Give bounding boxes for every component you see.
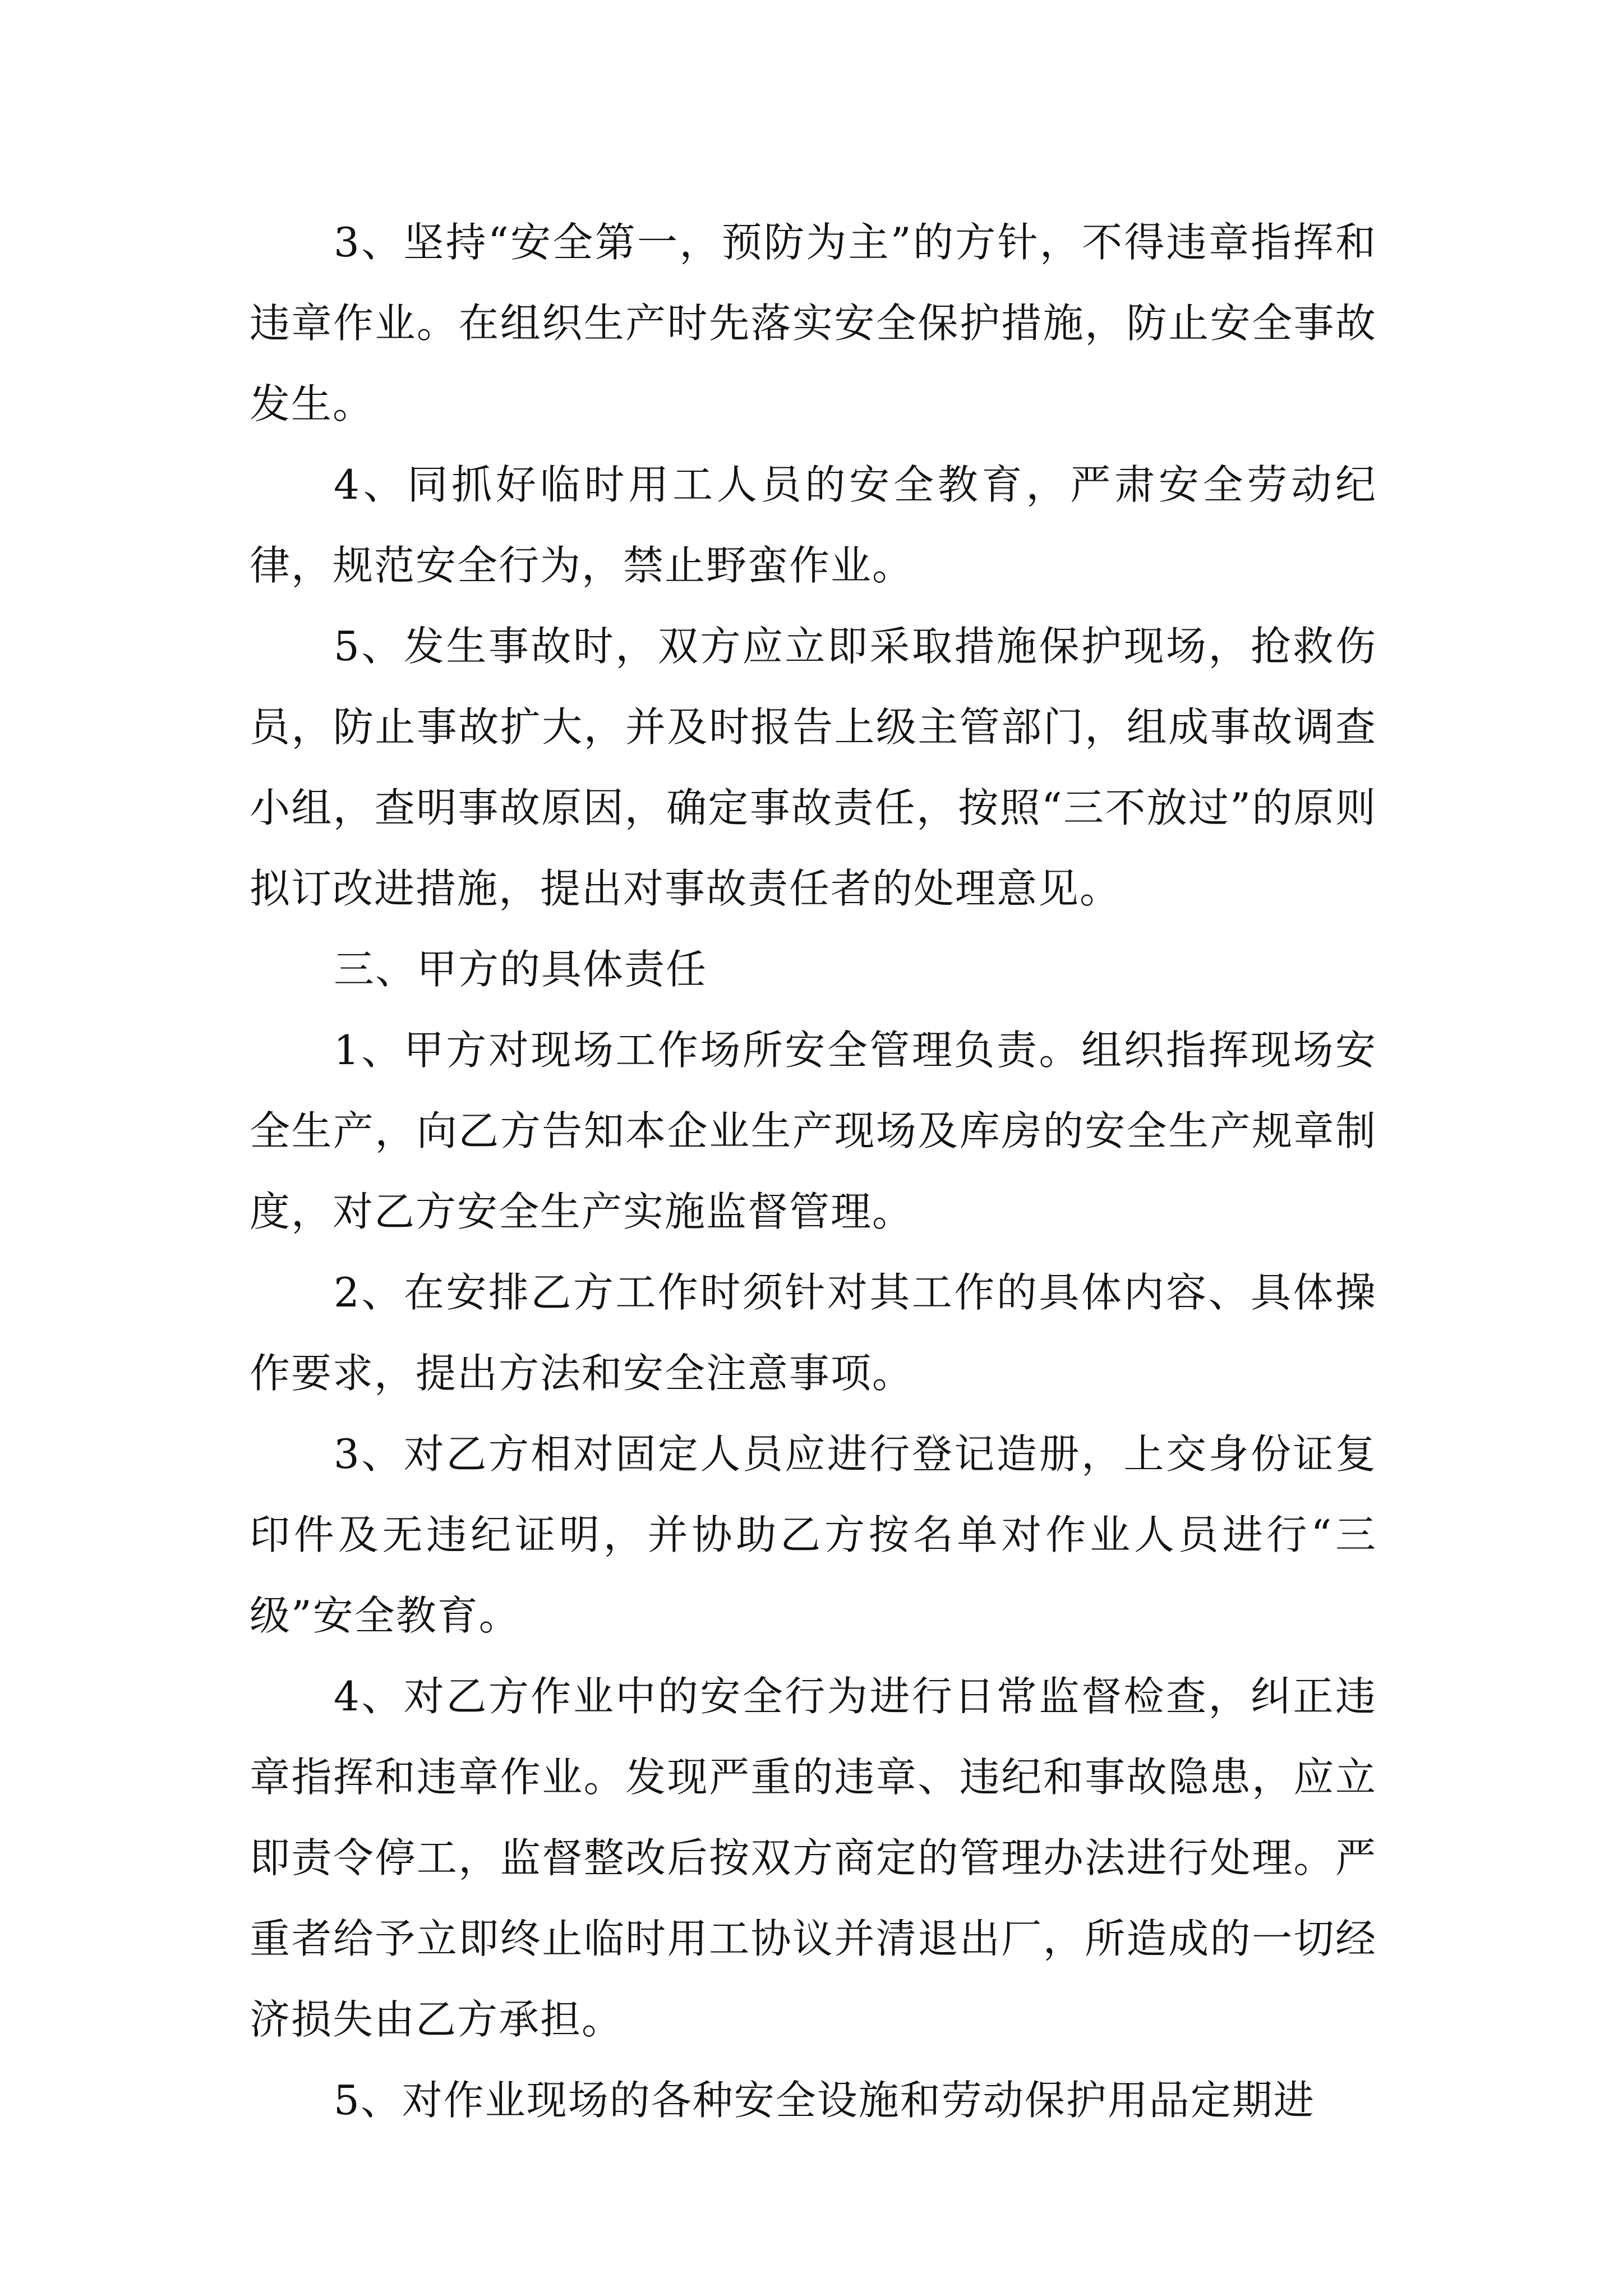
section-heading-party-a-responsibilities: 三、甲方的具体责任 bbox=[334, 946, 708, 993]
paragraph-party-a-item-1: 1、甲方对现场工作场所安全管理负责。组织指挥现场安全生产，向乙方告知本企业生产现场及库房的安全生产规章制度，对乙方安全生产实施监督管理。 bbox=[250, 1027, 1377, 1235]
paragraph-party-a-item-2: 2、在安排乙方工作时须针对其工作的具体内容、具体操作要求，提出方法和安全注意事项。 bbox=[250, 1269, 1377, 1397]
paragraph-item-5-accident-response: 5、发生事故时，双方应立即采取措施保护现场，抢救伤员，防止事故扩大，并及时报告上级主管部门，组成事故调查小组，查明事故原因，确定事故责任，按照“三不放过”的原则拟订改进措施，提出对事故责任者的处理意见。 bbox=[250, 623, 1377, 912]
paragraph-party-a-item-4: 4、对乙方作业中的安全行为进行日常监督检查，纠正违章指挥和违章作业。发现严重的违章、违纪和事故隐患，应立即责令停工，监督整改后按双方商定的管理办法进行处理。严重者给予立即终止临时用工协议并清退出厂，所造成的一切经济损失由乙方承担。 bbox=[250, 1673, 1377, 2043]
paragraph-item-4-temp-worker-education: 4、同抓好临时用工人员的安全教育，严肃安全劳动纪律，规范安全行为，禁止野蛮作业。 bbox=[250, 461, 1377, 589]
document-body bbox=[250, 202, 1377, 2141]
paragraph-item-3-principle: 3、坚持“安全第一，预防为主”的方针，不得违章指挥和违章作业。在组织生产时先落实安全保护措施，防止安全事故发生。 bbox=[250, 219, 1377, 427]
paragraph-party-a-item-3: 3、对乙方相对固定人员应进行登记造册，上交身份证复印件及无违纪证明，并协助乙方按名单对作业人员进行“三级”安全教育。 bbox=[250, 1430, 1377, 1639]
paragraph-party-a-item-5: 5、对作业现场的各种安全设施和劳动保护用品定期进 bbox=[334, 2077, 1315, 2124]
